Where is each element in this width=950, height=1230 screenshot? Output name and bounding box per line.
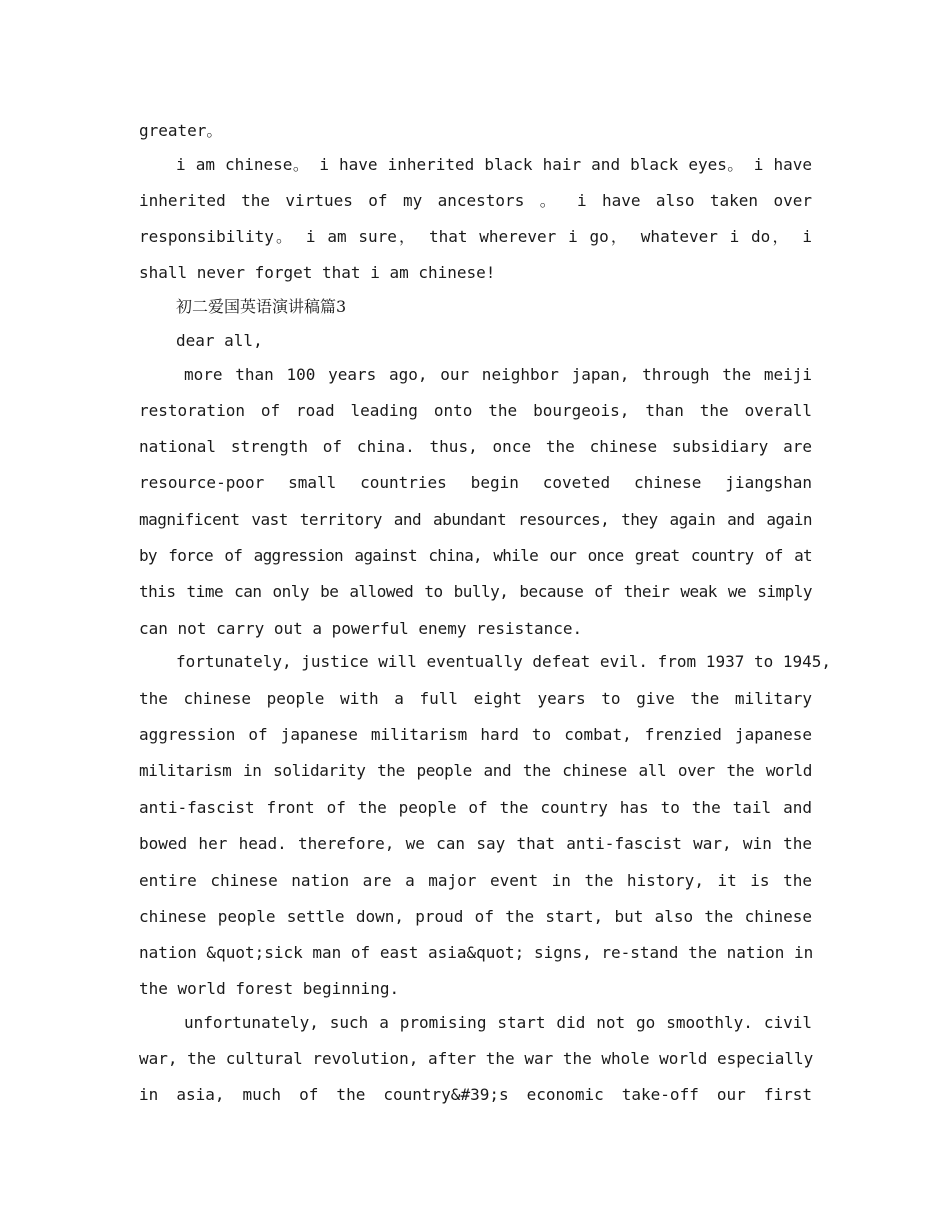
- text-line: can not carry out a powerful enemy resistance.: [139, 619, 583, 638]
- text-line: aggression of japanese militarism hard to combat, frenzied japanese: [139, 725, 812, 744]
- text-line: anti-fascist front of the people of the country has to the tail and: [139, 798, 812, 817]
- text-line: war, the cultural revolution, after the war the whole world especially: [139, 1049, 814, 1068]
- text-line: nation &quot;sick man of east asia&quot; signs, re-stand the nation in: [139, 943, 814, 962]
- text-line: unfortunately, such a promising start did not go smoothly. civil: [184, 1013, 812, 1032]
- text-line: national strength of china. thus, once the chinese subsidiary are: [139, 437, 812, 456]
- salutation: dear all,: [176, 331, 263, 350]
- text-line: inherited the virtues of my ancestors 。 i have also taken over: [139, 191, 812, 210]
- text-line: magnificent vast territory and abundant resources, they again and again: [139, 510, 812, 529]
- text-line: entire chinese nation are a major event in the history, it is the: [139, 871, 812, 890]
- section-heading: 初二爱国英语演讲稿篇3: [176, 297, 347, 316]
- text-line: shall never forget that i am chinese!: [139, 263, 496, 282]
- text-line: by force of aggression against china, while our once great country of at: [139, 546, 812, 565]
- text-line: resource-poor small countries begin coveted chinese jiangshan: [139, 473, 812, 492]
- text-line: the world forest beginning.: [139, 979, 400, 998]
- text-line: i am chinese。 i have inherited black hair and black eyes。 i have: [176, 155, 812, 174]
- text-line: greater。: [139, 121, 223, 140]
- text-line: this time can only be allowed to bully, because of their weak we simply: [139, 582, 812, 601]
- text-line: bowed her head. therefore, we can say that anti-fascist war, win the: [139, 834, 812, 853]
- text-line: more than 100 years ago, our neighbor japan, through the meiji: [184, 365, 812, 384]
- text-line: militarism in solidarity the people and the chinese all over the world: [139, 761, 812, 780]
- text-line: restoration of road leading onto the bourgeois, than the overall: [139, 401, 812, 420]
- text-line: in asia, much of the country&#39;s economic take-off our first: [139, 1085, 812, 1104]
- text-line: responsibility。 i am sure， that wherever i go， whatever i do， i: [139, 227, 812, 246]
- text-line: chinese people settle down, proud of the start, but also the chinese: [139, 907, 812, 926]
- text-line: the chinese people with a full eight years to give the military: [139, 689, 812, 708]
- text-line: fortunately, justice will eventually defeat evil. from 1937 to 1945,: [176, 652, 832, 671]
